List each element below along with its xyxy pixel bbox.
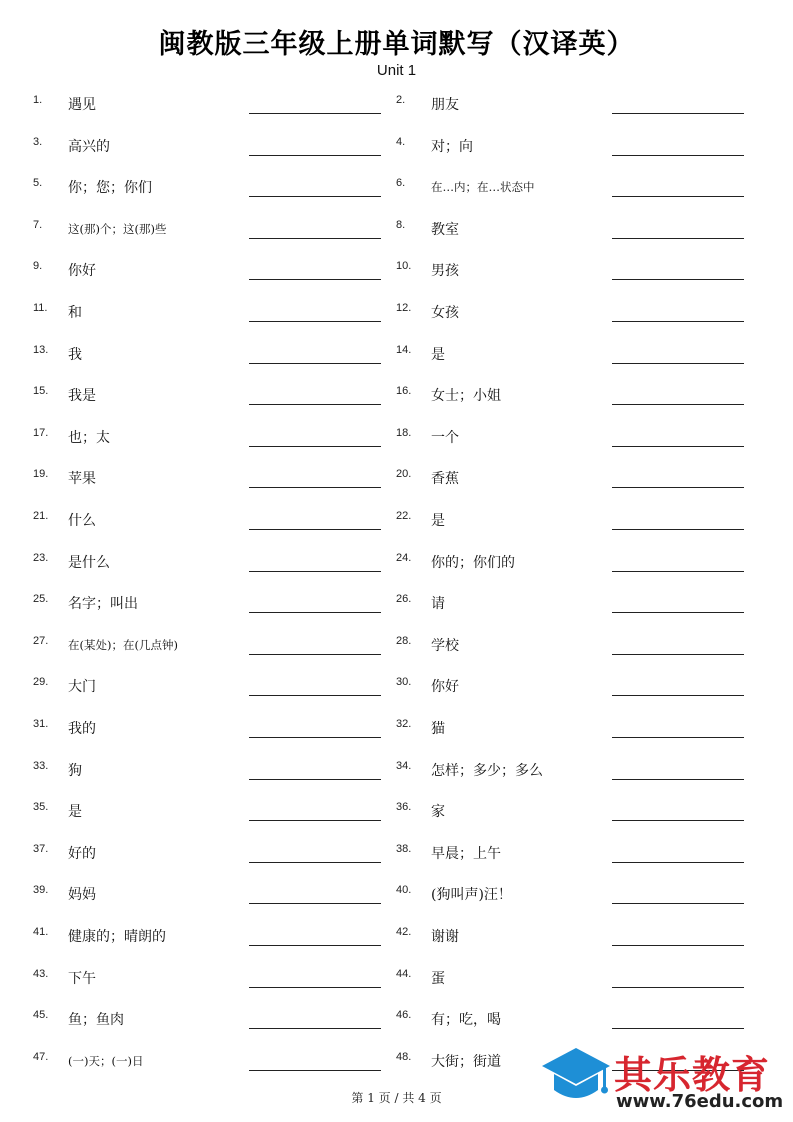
brand-watermark [540,1042,785,1116]
answer-blank[interactable] [612,446,744,447]
item-number: 26. [396,593,412,606]
word-item [33,552,383,582]
item-number: 1. [33,94,43,106]
word-item [396,510,746,540]
item-number: 48. [396,1050,412,1063]
item-number: 4. [396,135,406,148]
answer-blank[interactable] [612,779,744,780]
answer-blank[interactable] [249,1070,381,1071]
item-number: 13. [33,343,49,356]
word-item [396,635,746,665]
item-number: 7. [33,218,43,231]
answer-blank[interactable] [612,238,744,239]
chinese-word: 香蕉 [431,471,459,488]
item-number: 38. [396,842,412,855]
item-number: 6. [396,177,406,190]
chinese-word: 苹果 [68,471,96,488]
chinese-word: 谢谢 [431,929,459,945]
chinese-word: 下午 [68,970,96,987]
word-item [396,760,746,790]
word-item [33,968,383,998]
item-number: 5. [33,177,43,190]
answer-blank[interactable] [612,155,744,156]
word-item [396,344,746,374]
word-item [396,94,746,124]
chinese-word: 你的；你们的 [431,554,515,571]
item-number: 47. [33,1050,49,1063]
word-item [33,801,383,831]
unit-subtitle: Unit 1 [376,62,417,79]
answer-blank[interactable] [612,487,744,488]
answer-blank[interactable] [249,155,381,156]
word-item [33,676,383,706]
chinese-word: 妈妈 [68,887,96,904]
answer-blank[interactable] [249,987,381,988]
chinese-word: 也；太 [68,429,110,446]
item-number: 28. [396,634,412,647]
answer-blank[interactable] [612,321,744,322]
word-item [33,427,383,457]
item-number: 22. [396,510,412,522]
chinese-word: 教室 [431,221,459,238]
answer-blank[interactable] [249,1028,381,1029]
item-number: 25. [33,593,49,606]
answer-blank[interactable] [249,113,381,114]
word-item [33,884,383,914]
chinese-word: 请 [431,596,445,613]
chinese-word: 狗 [68,762,82,779]
chinese-word: 鱼；鱼肉 [68,1012,124,1029]
answer-blank[interactable] [612,279,744,280]
item-number: 9. [33,260,43,273]
chinese-word: 大门 [68,679,96,696]
word-item [33,926,383,956]
item-number: 37. [33,842,49,855]
answer-blank[interactable] [612,529,744,530]
answer-blank[interactable] [249,903,381,904]
item-number: 8. [396,218,406,231]
answer-blank[interactable] [249,487,381,488]
word-item [33,94,383,124]
item-number: 46. [396,1009,412,1022]
item-number: 17. [33,426,49,439]
word-item [33,593,383,623]
chinese-word: 在…内；在…状态中 [431,180,535,195]
answer-blank[interactable] [612,404,744,405]
chinese-word: 怎样；多少；多么 [431,762,543,779]
chinese-word: 名字；叫出 [68,596,138,613]
chinese-word: 好的 [68,845,96,862]
item-number: 29. [33,676,49,689]
word-item [396,968,746,998]
word-item [33,1009,383,1039]
page-footer: 第 1 页 / 共 4 页 [351,1091,442,1105]
chinese-word: 遇见 [68,97,96,113]
answer-blank[interactable] [249,363,381,364]
answer-blank[interactable] [249,654,381,655]
word-item [396,926,746,956]
item-number: 31. [33,718,49,730]
answer-blank[interactable] [249,571,381,572]
chinese-word: 猫 [431,721,445,737]
item-number: 44. [396,967,412,980]
chinese-word: 你；您；你们 [68,180,152,197]
word-item [396,302,746,332]
chinese-word: 是什么 [68,554,110,571]
chinese-word: 这(那)个；这(那)些 [68,221,167,236]
answer-blank[interactable] [612,737,744,738]
chinese-word: 什么 [68,513,96,529]
item-number: 45. [33,1009,49,1022]
answer-blank[interactable] [612,571,744,572]
item-number: 14. [396,343,412,356]
word-item [33,760,383,790]
item-number: 18. [396,426,412,439]
word-item [396,593,746,623]
item-number: 15. [33,385,49,398]
answer-blank[interactable] [612,612,744,613]
answer-blank[interactable] [612,903,744,904]
chinese-word: 有；吃，喝 [431,1012,501,1029]
chinese-word: 朋友 [431,97,459,113]
word-item [396,552,746,582]
answer-blank[interactable] [249,737,381,738]
chinese-word: 女士；小姐 [431,388,501,405]
item-number: 2. [396,94,406,106]
chinese-word: 和 [68,305,82,321]
graduation-cap-icon [540,1046,612,1108]
chinese-word: 我 [68,346,82,363]
word-item [33,219,383,249]
answer-blank[interactable] [249,529,381,530]
answer-blank[interactable] [249,238,381,239]
word-item [396,801,746,831]
word-item [396,1009,746,1039]
item-number: 41. [33,926,49,938]
answer-blank[interactable] [249,446,381,447]
answer-blank[interactable] [249,404,381,405]
word-item [396,884,746,914]
chinese-word: (狗叫声)汪！ [431,887,512,904]
answer-blank[interactable] [249,779,381,780]
answer-blank[interactable] [612,987,744,988]
item-number: 23. [33,551,49,564]
item-number: 11. [33,302,48,314]
item-number: 30. [396,676,412,689]
item-number: 16. [396,385,412,398]
answer-blank[interactable] [612,945,744,946]
answer-blank[interactable] [612,862,744,863]
chinese-word: 你好 [68,263,96,280]
item-number: 36. [396,801,412,814]
word-item [33,1051,383,1081]
word-item [396,136,746,166]
chinese-word: 我是 [68,388,96,405]
answer-blank[interactable] [249,862,381,863]
brand-url: www.76edu.com [616,1091,784,1112]
page-title: 闽教版三年级上册单词默写（汉译英） [158,29,635,60]
chinese-word: 是 [68,804,82,821]
answer-blank[interactable] [612,820,744,821]
word-item [396,427,746,457]
item-number: 27. [33,634,49,647]
chinese-word: 在(某处)；在(几点钟) [68,637,178,652]
word-item [33,302,383,332]
item-number: 40. [396,884,412,897]
brand-name: 其乐教育 [614,1053,771,1097]
item-number: 32. [396,718,412,730]
answer-blank[interactable] [612,363,744,364]
answer-blank[interactable] [249,945,381,946]
word-item [396,718,746,748]
item-number: 39. [33,884,49,897]
word-item [33,468,383,498]
chinese-word: 蛋 [431,970,445,987]
item-number: 42. [396,926,412,938]
chinese-word: 你好 [431,679,459,696]
chinese-word: 健康的；晴朗的 [68,929,166,945]
answer-blank[interactable] [249,196,381,197]
word-item [33,635,383,665]
answer-blank[interactable] [612,196,744,197]
chinese-word: 女孩 [431,305,459,321]
answer-blank[interactable] [249,820,381,821]
word-item [396,260,746,290]
chinese-word: 男孩 [431,263,459,280]
word-item [396,219,746,249]
answer-blank[interactable] [612,654,744,655]
chinese-word: 是 [431,346,445,363]
item-number: 21. [33,510,49,522]
chinese-word: 家 [431,804,445,821]
word-item [396,177,746,207]
answer-blank[interactable] [612,1028,744,1029]
chinese-word: (一)天；(一)日 [68,1053,144,1068]
word-item [33,260,383,290]
chinese-word: 早晨；上午 [431,845,501,862]
item-number: 43. [33,967,49,980]
word-item [33,385,383,415]
chinese-word: 一个 [431,429,459,446]
item-number: 35. [33,801,49,814]
answer-blank[interactable] [249,279,381,280]
chinese-word: 对；向 [431,138,473,155]
word-item [396,468,746,498]
answer-blank[interactable] [249,695,381,696]
chinese-word: 我的 [68,721,96,737]
word-item [33,136,383,166]
word-item [33,843,383,873]
word-item [396,676,746,706]
chinese-word: 高兴的 [68,138,110,155]
item-number: 34. [396,759,412,772]
word-item [33,510,383,540]
answer-blank[interactable] [249,612,381,613]
answer-blank[interactable] [612,113,744,114]
word-item [396,843,746,873]
word-item [33,344,383,374]
item-number: 19. [33,468,49,481]
word-item [396,385,746,415]
answer-blank[interactable] [612,695,744,696]
item-number: 20. [396,468,412,481]
chinese-word: 是 [431,513,445,529]
word-item [33,177,383,207]
chinese-word: 大街；街道 [431,1053,501,1070]
item-number: 3. [33,135,43,148]
item-number: 24. [396,551,412,564]
answer-blank[interactable] [249,321,381,322]
item-number: 33. [33,759,49,772]
item-number: 12. [396,302,412,314]
item-number: 10. [396,260,412,273]
word-item [33,718,383,748]
chinese-word: 学校 [431,637,459,654]
